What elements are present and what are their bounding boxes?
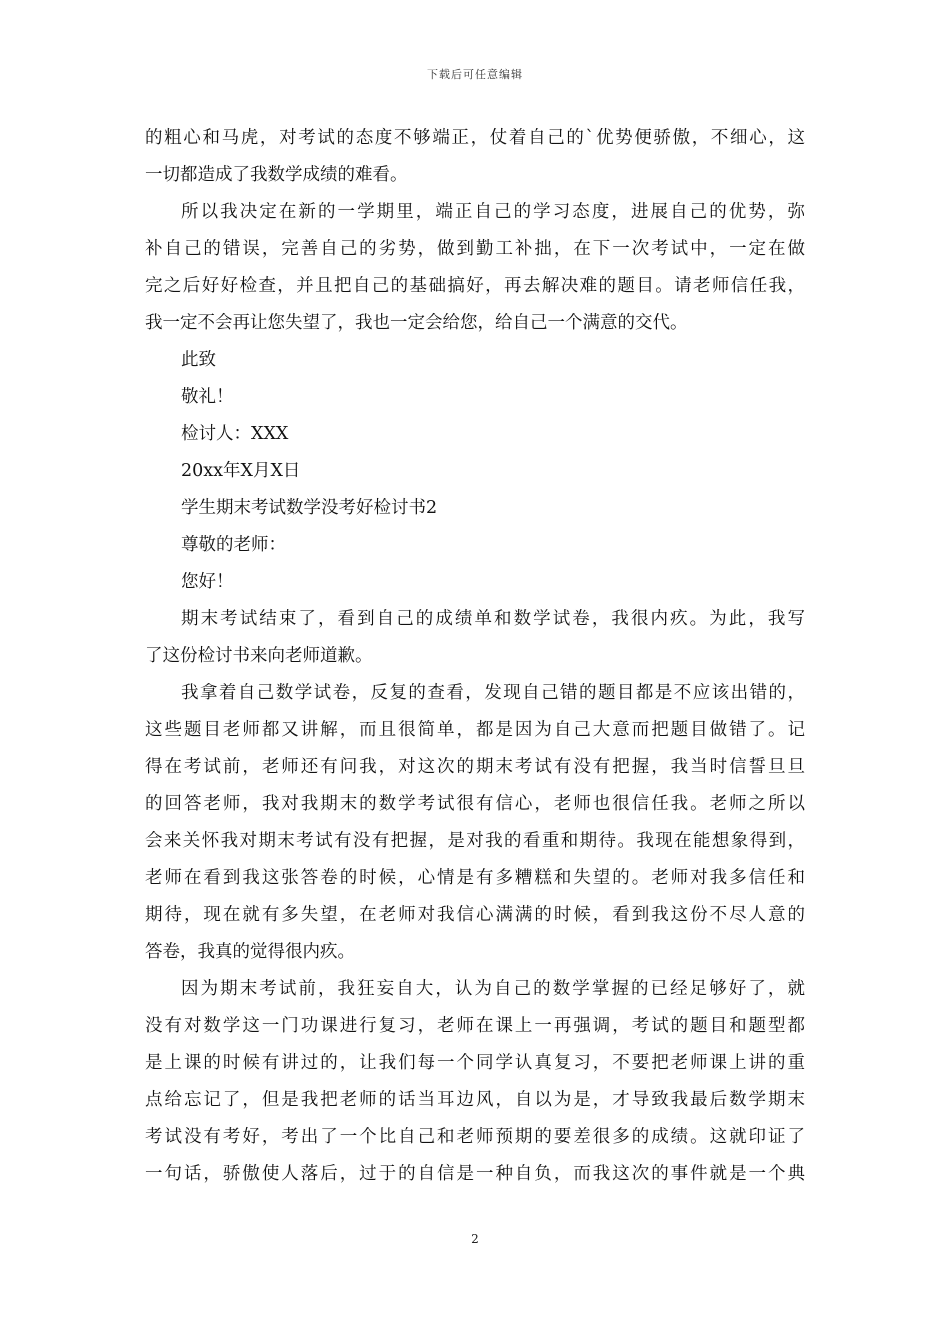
text-line: 的粗心和马虎，对考试的态度不够端正，仗着自己的`优势便骄傲，不细心，这 — [145, 128, 805, 148]
text-line: 此致 — [181, 350, 216, 370]
text-line: 补自己的错误，完善自己的劣势，做到勤工补拙，在下一次考试中，一定在做 — [145, 239, 805, 259]
text-line: 这些题目老师都又讲解，而且很简单，都是因为自己大意而把题目做错了。记 — [145, 720, 805, 740]
page-number: 2 — [471, 1232, 479, 1246]
text-line: 得在考试前，老师还有问我，对这次的期末考试有没有把握，我当时信誓旦旦 — [145, 757, 805, 777]
text-line: 会来关怀我对期末考试有没有把握，是对我的看重和期待。我现在能想象得到， — [145, 831, 805, 851]
text-line: 因为期末考试前，我狂妄自大，认为自己的数学掌握的已经足够好了，就 — [181, 979, 805, 999]
text-line: 期末考试结束了，看到自己的成绩单和数学试卷，我很内疚。为此，我写 — [181, 609, 805, 629]
text-line: 完之后好好检查，并且把自己的基础搞好，再去解决难的题目。请老师信任我， — [145, 276, 805, 296]
text-line: 学生期末考试数学没考好检讨书2 — [181, 498, 438, 518]
text-line: 老师在看到我这张答卷的时候，心情是有多糟糕和失望的。老师对我多信任和 — [145, 868, 805, 888]
page-header: 下载后可任意编辑 — [427, 68, 523, 81]
text-line: 一句话，骄傲使人落后，过于的自信是一种自负，而我这次的事件就是一个典 — [145, 1164, 805, 1184]
text-line: 我拿着自己数学试卷，反复的查看，发现自己错的题目都是不应该出错的， — [181, 683, 805, 703]
text-line: 期待，现在就有多失望，在老师对我信心满满的时候，看到我这份不尽人意的 — [145, 905, 805, 925]
text-line: 检讨人：XXX — [181, 424, 289, 444]
text-line: 了这份检讨书来向老师道歉。 — [145, 646, 373, 666]
text-line: 没有对数学这一门功课进行复习，老师在课上一再强调，考试的题目和题型都 — [145, 1016, 805, 1036]
text-line: 您好！ — [181, 572, 234, 592]
text-line: 尊敬的老师： — [181, 535, 286, 555]
text-line: 一切都造成了我数学成绩的难看。 — [145, 165, 408, 185]
text-line: 敬礼！ — [181, 387, 234, 407]
text-line: 所以我决定在新的一学期里，端正自己的学习态度，进展自己的优势，弥 — [181, 202, 805, 222]
document-body — [145, 120, 805, 1193]
text-line: 我一定不会再让您失望了，我也一定会给您，给自己一个满意的交代。 — [145, 313, 688, 333]
text-line: 20xx年X月X日 — [181, 461, 301, 481]
text-line: 答卷，我真的觉得很内疚。 — [145, 942, 355, 962]
text-line: 考试没有考好，考出了一个比自己和老师预期的要差很多的成绩。这就印证了 — [145, 1127, 805, 1147]
text-line: 点给忘记了，但是我把老师的话当耳边风，自以为是，才导致我最后数学期末 — [145, 1090, 805, 1110]
text-line: 的回答老师，我对我期末的数学考试很有信心，老师也很信任我。老师之所以 — [145, 794, 805, 814]
text-line: 是上课的时候有讲过的，让我们每一个同学认真复习，不要把老师课上讲的重 — [145, 1053, 805, 1073]
